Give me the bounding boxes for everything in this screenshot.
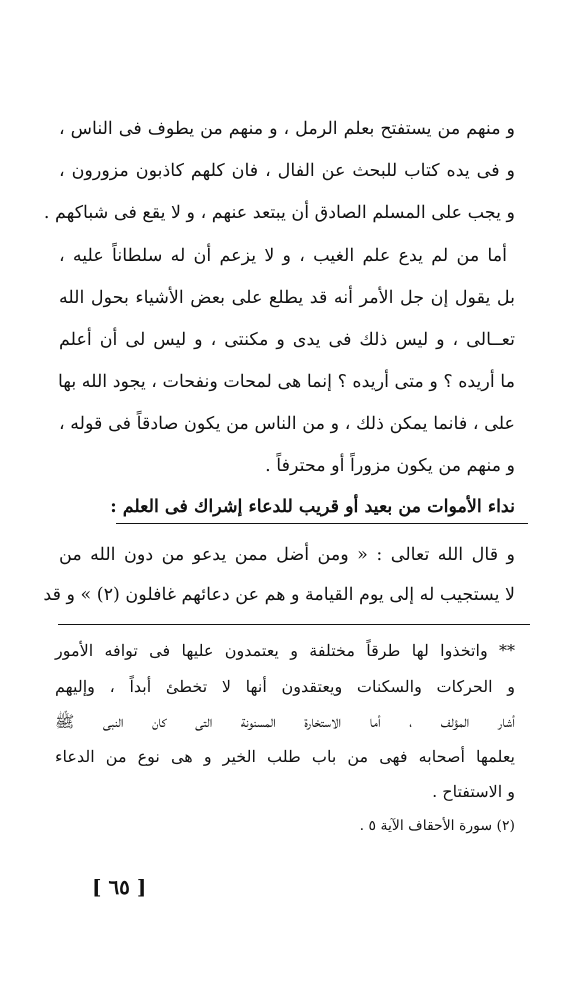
body-line: أما من لم يدع علم الغيب ، و لا يزعم أن له سلطاناً عليه ، — [59, 246, 507, 266]
heading-underline — [116, 523, 528, 524]
body-line: و منهم من يستفتح بعلم الرمل ، و منهم من يطوف فى الناس ، — [59, 119, 515, 139]
footnote-reference: (٢) سورة الأحقاف الآية ٥ . — [359, 818, 515, 834]
footnote-line: و الحركات والسكنات ويعتقدون أنها لا تخطئ أبداً ، وإليهم — [55, 677, 515, 696]
body-line: و يجب على المسلم الصادق أن يبتعد عنهم ، و لا يقع فى شباكهم . — [43, 203, 515, 223]
footnote-separator — [58, 624, 530, 625]
body-line: و قال الله تعالى : « ومن أضل ممن يدعو من دون الله من — [59, 545, 515, 565]
section-heading: نداء الأموات من بعيد أو قريب للدعاء إشراك فى العلم : — [110, 497, 515, 517]
body-line: و فى يده كتاب للبحث عن الفال ، فان كلهم كاذبون مزورون ، — [59, 161, 515, 181]
footnote-line: يعلمها أصحابه فهى من باب طلب الخير و هى نوع من الدعاء — [55, 747, 515, 766]
body-line: ما أريده ؟ و متى أريده ؟ إنما هى لمحات ونفحات ، يجود الله بها — [57, 372, 515, 392]
body-line: تعــالى ، و ليس ذلك فى يدى و مكنتى ، و ليس لى أن أعلم — [59, 330, 515, 350]
body-line: بل يقول إن جل الأمر أنه قد يطلع على بعض الأشياء بحول الله — [59, 288, 515, 308]
footnote-line: أشار المؤلف ، أما الاستخارة المسنونة التى كان النبى ﷺ — [55, 712, 515, 731]
footnote-line: و الاستفتاح . — [432, 782, 515, 801]
body-line: على ، فانما يمكن ذلك ، و من الناس من يكون صادقاً فى قوله ، — [59, 414, 515, 434]
page-number: [ ٦٥ ] — [92, 875, 147, 899]
body-line: و منهم من يكون مزوراً أو محترفاً . — [265, 456, 515, 476]
body-line: لا يستجيب له إلى يوم القيامة و هم عن دعائهم غافلون (٢) » و قد — [43, 585, 515, 605]
footnote-line: ** واتخذوا لها طرقاً مختلفة و يعتمدون عليها فى توافه الأمور — [55, 641, 515, 660]
